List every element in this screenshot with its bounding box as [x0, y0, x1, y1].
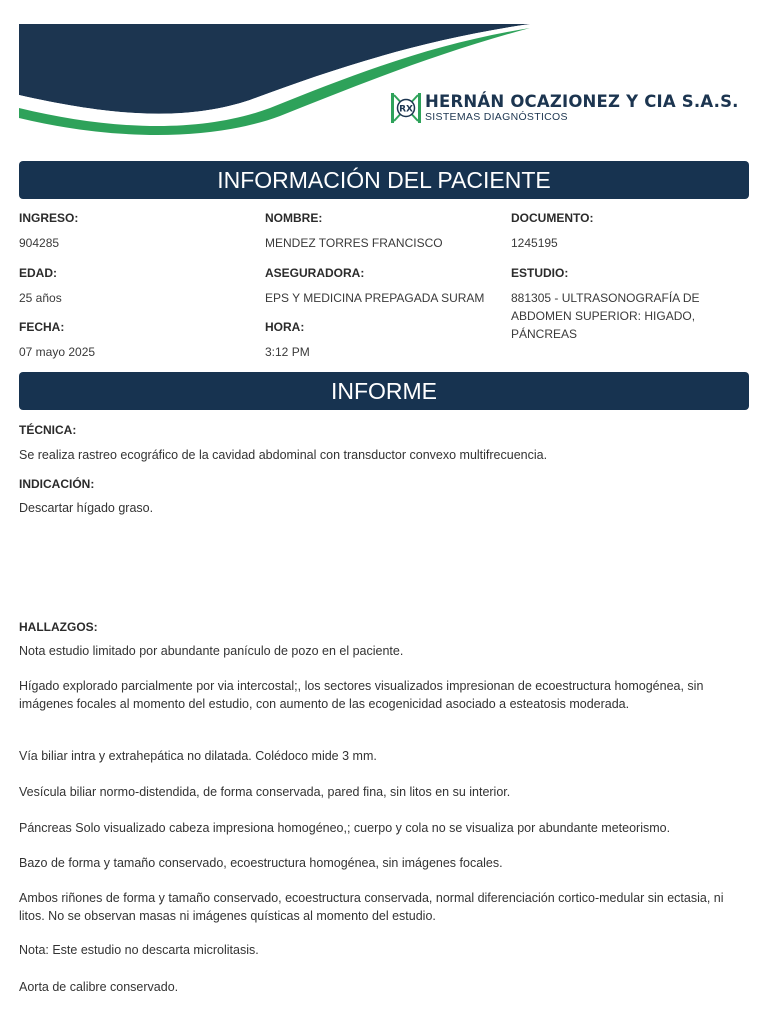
tecnica-label: TÉCNICA:: [19, 423, 77, 437]
hallazgo-item: Bazo de forma y tamaño conservado, ecoestructura homogénea, sin imágenes focales.: [19, 856, 503, 870]
edad-label: EDAD:: [19, 266, 57, 280]
rx-logo-icon: [390, 92, 422, 124]
indicacion-text: Descartar hígado graso.: [19, 501, 154, 515]
ingreso-value: 904285: [19, 236, 60, 250]
aseguradora-label: ASEGURADORA:: [265, 266, 365, 280]
company-subtitle: SISTEMAS DIAGNÓSTICOS: [425, 111, 568, 123]
hallazgo-item: Nota: Este estudio no descarta microlitasis.: [19, 943, 259, 957]
hora-label: HORA:: [265, 320, 305, 334]
documento-label: DOCUMENTO:: [511, 211, 594, 225]
documento-value: 1245195: [511, 236, 558, 250]
hallazgo-item: Vía biliar intra y extrahepática no dilatada. Colédoco mide 3 mm.: [19, 749, 377, 763]
estudio-value: 881305 - ULTRASONOGRAFÍA DE ABDOMEN SUPERIOR: HIGADO, PÁNCREAS: [511, 291, 700, 341]
logo-mark-text: RX: [399, 104, 413, 115]
hallazgo-item: Páncreas Solo visualizado cabeza impresiona homogéneo,; cuerpo y cola no se visualiza por abundante meteorismo.: [19, 821, 671, 835]
indicacion-label: INDICACIÓN:: [19, 477, 95, 491]
fecha-value: 07 mayo 2025: [19, 345, 96, 359]
hora-value: 3:12 PM: [265, 345, 310, 359]
hallazgo-item: Aorta de calibre conservado.: [19, 980, 179, 994]
tecnica-text: Se realiza rastreo ecográfico de la cavidad abdominal con transductor convexo multifrecuencia.: [19, 448, 548, 462]
company-name: HERNÁN OCAZIONEZ Y CIA S.A.S.: [425, 92, 739, 111]
aseguradora-value: EPS Y MEDICINA PREPAGADA SURAM: [265, 291, 485, 305]
nombre-value: MENDEZ TORRES FRANCISCO: [265, 236, 443, 250]
nombre-label: NOMBRE:: [265, 211, 323, 225]
report-title: INFORME: [19, 372, 749, 410]
hallazgo-item: Nota estudio limitado por abundante panículo de pozo en el paciente.: [19, 644, 404, 658]
patient-info-title: INFORMACIÓN DEL PACIENTE: [19, 161, 749, 199]
fecha-label: FECHA:: [19, 320, 65, 334]
ingreso-label: INGRESO:: [19, 211, 79, 225]
hallazgo-item: Hígado explorado parcialmente por via intercostal;, los sectores visualizados impresionan de ecoestructura homogénea, sin imágenes focales al momento del estudio, con aumento de las ecogenicidad asociado a esteatosis moderada.: [19, 679, 704, 711]
edad-value: 25 años: [19, 291, 62, 305]
estudio-label: ESTUDIO:: [511, 266, 569, 280]
hallazgo-item: Ambos riñones de forma y tamaño conservado, ecoestructura conservada, normal diferenciación cortico-medular sin ectasia, ni litos. No se observan masas ni imágenes quísticas al momento del estudio.: [19, 891, 724, 923]
header-wave-graphic: [0, 0, 768, 150]
hallazgo-item: Vesícula biliar normo-distendida, de forma conservada, pared fina, sin litos en su interior.: [19, 785, 511, 799]
hallazgos-label: HALLAZGOS:: [19, 620, 98, 634]
company-logo: [390, 92, 739, 124]
